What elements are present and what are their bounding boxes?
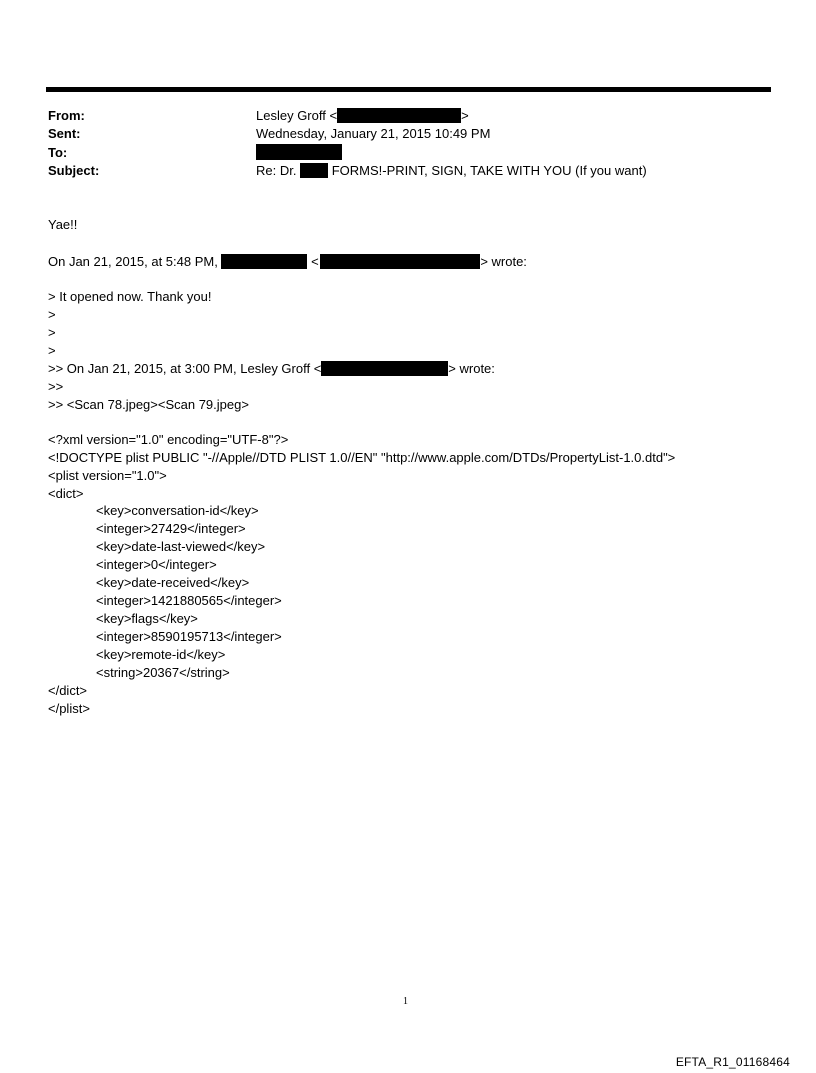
redaction-box	[320, 254, 480, 269]
subject-label: Subject:	[48, 163, 100, 178]
plist-line: <key>date-last-viewed</key>	[96, 539, 266, 554]
bates-number: EFTA_R1_01168464	[675, 1055, 790, 1069]
sent-value: Wednesday, January 21, 2015 10:49 PM	[256, 126, 491, 141]
sent-label: Sent:	[48, 126, 81, 141]
from-label: From:	[48, 108, 85, 123]
reply-line: > It opened now. Thank you!	[48, 289, 212, 304]
redaction-box	[221, 254, 307, 269]
greeting: Yae!!	[48, 217, 78, 232]
plist-line: <?xml version="1.0" encoding="UTF-8"?>	[48, 432, 289, 447]
reply-line: >	[48, 325, 56, 340]
to-value	[256, 144, 342, 161]
plist-line: <!DOCTYPE plist PUBLIC "-//Apple//DTD PLIST 1.0//EN" "http://www.apple.com/DTDs/PropertyList-1.0.dtd">	[48, 450, 676, 465]
plist-line: </plist>	[48, 701, 90, 716]
header-rule	[46, 87, 771, 92]
plist-line: <integer>27429</integer>	[96, 521, 246, 536]
plist-line: <key>date-received</key>	[96, 575, 250, 590]
plist-line: <integer>1421880565</integer>	[96, 593, 282, 608]
plist-line: <key>remote-id</key>	[96, 647, 226, 662]
quote-header-1	[48, 254, 527, 270]
page-number: 1	[403, 996, 408, 1007]
attachments-line: >> <Scan 78.jpeg><Scan 79.jpeg>	[48, 397, 249, 412]
plist-line: <key>flags</key>	[96, 611, 198, 626]
quote-line: >>	[48, 379, 64, 394]
redaction-box	[337, 108, 461, 123]
subject-prefix: Re: Dr.	[256, 163, 297, 178]
plist-line: <integer>8590195713</integer>	[96, 629, 282, 644]
from-name: Lesley Groff <	[256, 108, 338, 123]
plist-line: <string>20367</string>	[96, 665, 230, 680]
reply-line: >	[48, 307, 56, 322]
reply-line: >	[48, 343, 56, 358]
plist-line: <integer>0</integer>	[96, 557, 217, 572]
to-label: To:	[48, 145, 68, 160]
from-close: >	[461, 108, 469, 123]
quote1-lt: <	[311, 254, 319, 269]
plist-line: <dict>	[48, 486, 84, 501]
quote2-suffix: > wrote:	[448, 361, 495, 376]
quote-header-2	[48, 361, 495, 377]
from-value	[256, 108, 469, 124]
quote1-suffix: > wrote:	[480, 254, 527, 269]
plist-line: <plist version="1.0">	[48, 468, 167, 483]
quote1-prefix: On Jan 21, 2015, at 5:48 PM,	[48, 254, 218, 269]
subject-rest: FORMS!-PRINT, SIGN, TAKE WITH YOU (If you want)	[331, 163, 647, 178]
redaction-box	[321, 361, 448, 376]
quote2-prefix: >> On Jan 21, 2015, at 3:00 PM, Lesley Groff <	[48, 361, 322, 376]
plist-line: <key>conversation-id</key>	[96, 503, 259, 518]
plist-line: </dict>	[48, 683, 88, 698]
redaction-box	[256, 144, 342, 160]
subject-value	[256, 163, 647, 179]
redaction-box	[300, 163, 328, 178]
